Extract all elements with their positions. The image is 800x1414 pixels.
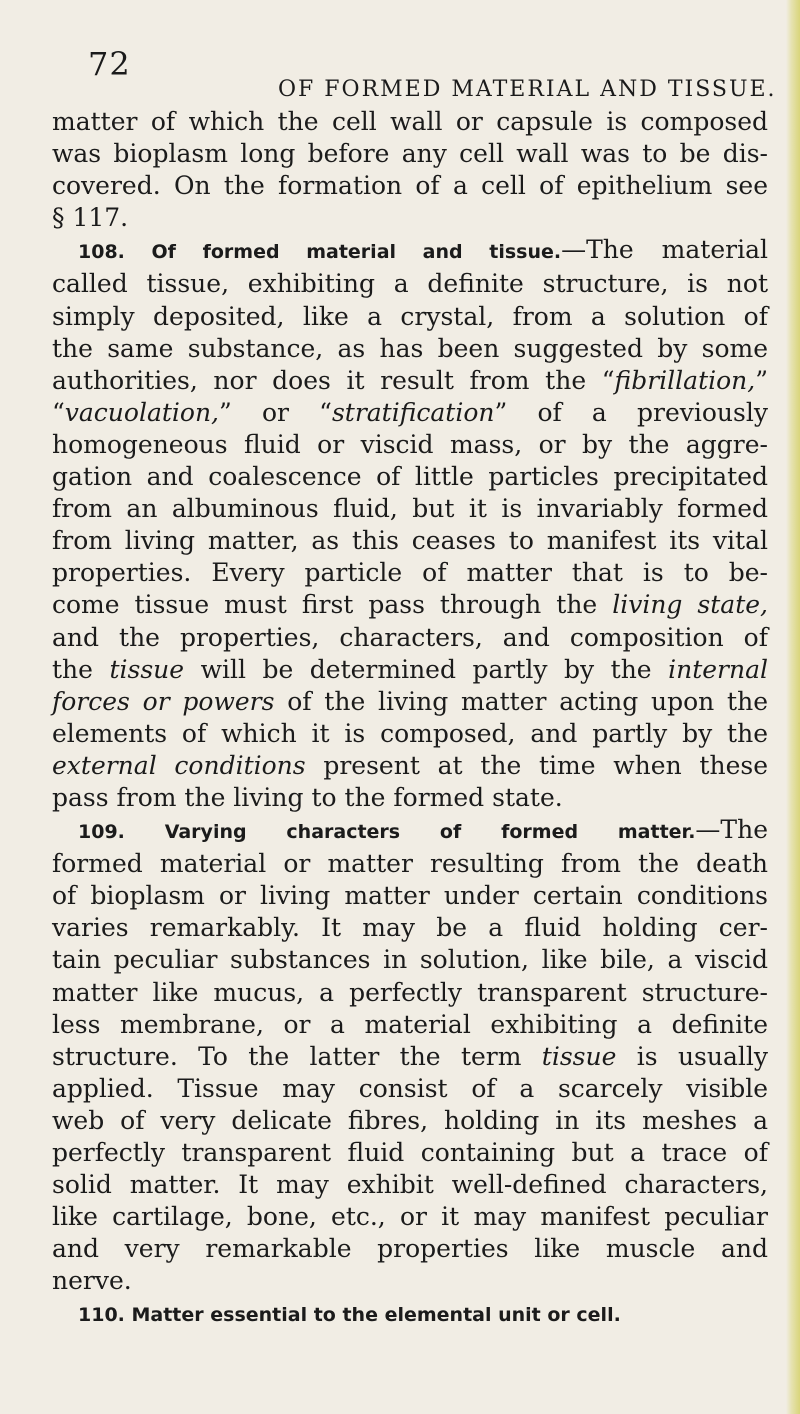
text-line (52, 848, 768, 880)
italic-text: living state, (612, 590, 769, 620)
italic-text: fibrillation, (614, 365, 756, 395)
text-line (52, 622, 768, 654)
text-run: present at the time when these (305, 750, 768, 780)
text-run: like cartilage, bone, etc., or it may manifest peculiar (52, 1202, 768, 1232)
text-run: called tissue, exhibiting a definite structure, is not (52, 269, 768, 299)
text-line (52, 1201, 768, 1233)
text-run: structure. To the latter the term (52, 1041, 542, 1071)
text-run: varies remarkably. It may be a fluid holding cer- (52, 913, 768, 943)
text-line (52, 268, 768, 300)
text-line (52, 880, 768, 912)
text-line (52, 1265, 768, 1297)
text-run: simply deposited, like a crystal, from a solution of (52, 301, 768, 331)
italic-text: stratification (331, 397, 495, 427)
text-run: pass from the living to the formed state. (52, 782, 563, 812)
text-run: ” or “ (219, 397, 332, 427)
text-line (52, 782, 768, 814)
italic-text: vacuolation, (64, 397, 220, 427)
text-run: matter like mucus, a perfectly transparent structure- (52, 977, 768, 1007)
text-line (52, 170, 768, 202)
text-run: solid matter. It may exhibit well-defined characters, (52, 1170, 768, 1200)
section-heading: 110. Matter essential to the elemental unit or cell. (78, 1304, 621, 1327)
running-title: OF FORMED MATERIAL AND TISSUE. (278, 77, 777, 102)
text-line (52, 365, 768, 397)
text-run: the (52, 654, 110, 684)
section-heading: 109. Varying characters of formed matter. (78, 821, 696, 844)
text-line (52, 461, 768, 493)
text-line (52, 234, 768, 268)
text-run: and very remarkable properties like muscle and (52, 1234, 768, 1264)
text-run: tain peculiar substances in solution, like bile, a viscid (52, 945, 768, 975)
text-run: ” of a previously (494, 397, 768, 427)
text-line (52, 493, 768, 525)
text-line (52, 1105, 768, 1137)
text-run: —The (695, 815, 768, 845)
text-run: come tissue must first pass through the (52, 590, 613, 620)
text-line (52, 397, 768, 429)
text-line (52, 1297, 768, 1331)
text-run: and the properties, characters, and composition of (52, 622, 768, 652)
text-run: § 117. (52, 203, 129, 233)
text-line (52, 1041, 768, 1073)
text-run: from an albuminous fluid, but it is invariably formed (52, 494, 768, 524)
page-number: 72 (88, 45, 131, 83)
text-line (52, 977, 768, 1009)
text-run: will be determined partly by the (184, 654, 669, 684)
text-run: properties. Every particle of matter that is to be- (52, 558, 768, 588)
text-run: web of very delicate fibres, holding in its meshes a (52, 1105, 768, 1135)
text-run: of the living matter acting upon the (274, 686, 768, 716)
text-line (52, 138, 768, 170)
text-run: gation and coalescence of little particles precipitated (52, 462, 768, 492)
text-line (52, 525, 768, 557)
text-line (52, 106, 768, 138)
text-line (52, 202, 768, 234)
text-run: from living matter, as this ceases to manifest its vital (52, 526, 768, 556)
text-line (52, 333, 768, 365)
text-line (52, 301, 768, 333)
text-run: “ (52, 397, 65, 427)
text-run: covered. On the formation of a cell of epithelium see (52, 171, 768, 201)
text-line (52, 814, 768, 848)
text-run: applied. Tissue may consist of a scarcely visible (52, 1073, 768, 1103)
italic-text: tissue (109, 654, 185, 684)
text-run: formed material or matter resulting from the death (52, 849, 768, 879)
page-edge (786, 0, 800, 1414)
text-run: ” (755, 365, 768, 395)
text-line (52, 686, 768, 718)
italic-text: external conditions (52, 750, 306, 780)
text-run: the same substance, as has been suggested by some (52, 333, 768, 363)
text-line (52, 750, 768, 782)
text-run: authorities, nor does it result from the “ (52, 365, 615, 395)
text-line (52, 1169, 768, 1201)
text-run: nerve. (52, 1266, 132, 1296)
text-run: perfectly transparent fluid containing but a trace of (52, 1138, 768, 1167)
text-line (52, 557, 768, 589)
text-line (52, 1073, 768, 1105)
text-line (52, 718, 768, 750)
italic-text: internal (668, 654, 768, 684)
italic-text: tissue (541, 1041, 617, 1071)
text-run: less membrane, or a material exhibiting a definite (52, 1009, 768, 1039)
text-line (52, 654, 768, 686)
text-line (52, 1137, 768, 1169)
text-line (52, 944, 768, 976)
page-header (88, 45, 788, 108)
text-run: homogeneous fluid or viscid mass, or by the aggre- (52, 429, 768, 459)
text-run: —The material (561, 235, 768, 265)
text-run: of bioplasm or living matter under certain conditions (52, 881, 768, 911)
text-line (52, 589, 768, 621)
text-line (52, 429, 768, 461)
section-heading: 108. Of formed material and tissue. (78, 241, 562, 264)
text-line (52, 1009, 768, 1041)
text-line (52, 1233, 768, 1265)
italic-text: forces or powers (52, 686, 275, 716)
text-line (52, 912, 768, 944)
text-run: was bioplasm long before any cell wall was to be dis- (52, 139, 768, 169)
body-text (52, 106, 768, 1332)
text-run: elements of which it is composed, and partly by the (52, 718, 768, 748)
text-run: is usually (616, 1041, 768, 1071)
text-run: matter of which the cell wall or capsule is composed (52, 107, 768, 136)
